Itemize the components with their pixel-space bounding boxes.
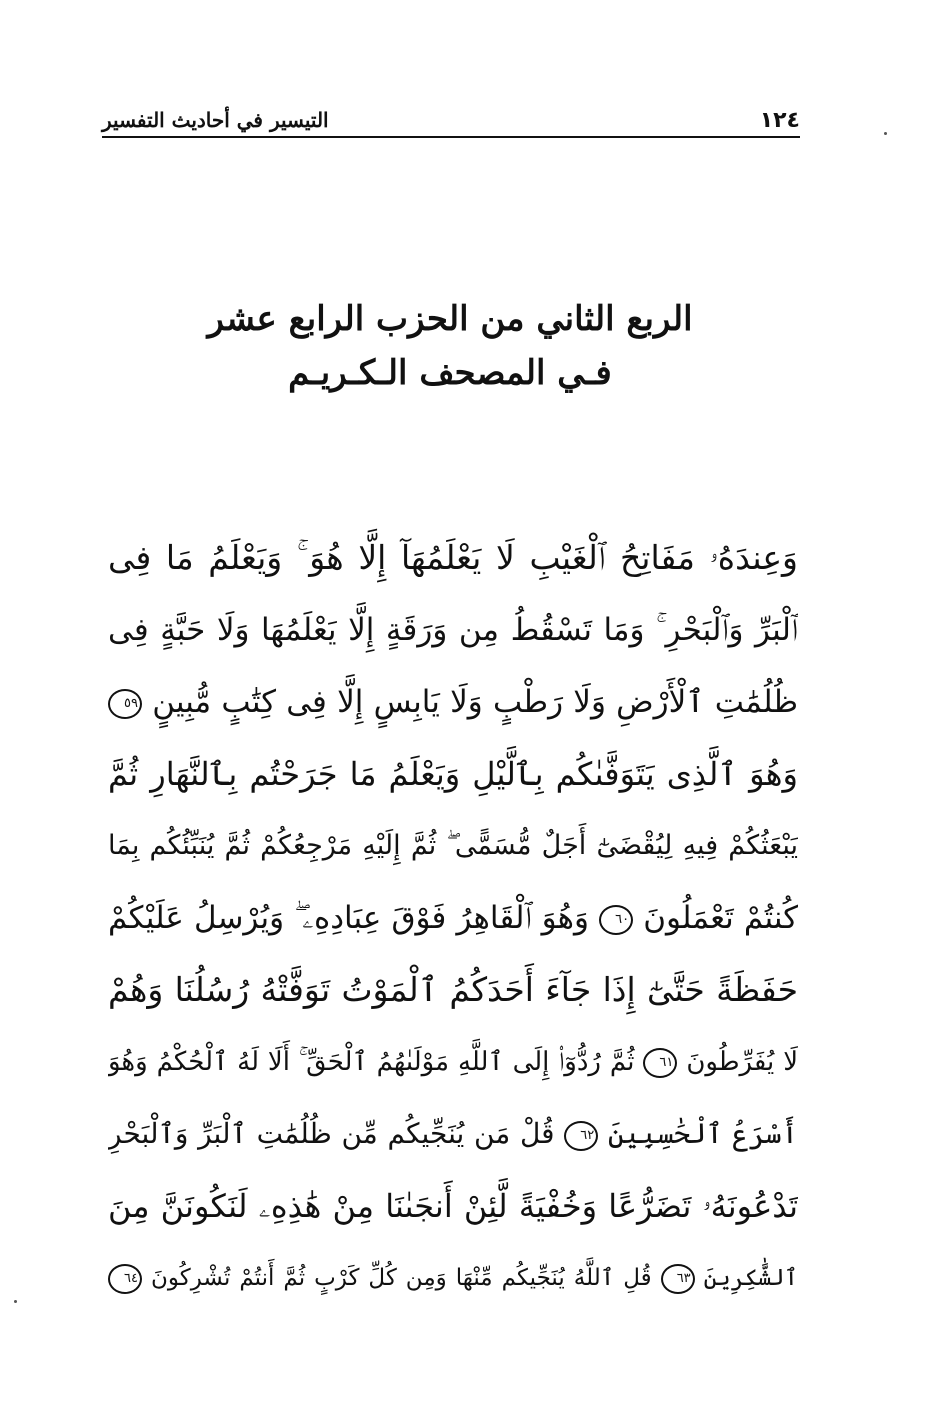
verse-line bbox=[108, 810, 798, 882]
verse-line bbox=[108, 738, 798, 810]
verse-text: قُلِ ٱللَّهُ يُنَجِّيكُم مِّنْهَا وَمِن كُلِّ كَرْبٍ ثُمَّ أَنتُمْ تُشْرِكُونَ bbox=[151, 1265, 652, 1291]
scan-speck bbox=[14, 1300, 17, 1303]
verse-text: ٱلْبَرِّ وَٱلْبَحْرِ ۚ وَمَا تَسْقُطُ مِن وَرَقَةٍ إِلَّا يَعْلَمُهَا وَلَا حَبَّةٍ فِى bbox=[108, 612, 798, 648]
verse-text: وَهُوَ ٱلَّذِى يَتَوَفَّىٰكُم بِٱلَّيْلِ وَيَعْلَمُ مَا جَرَحْتُم بِٱلنَّهَارِ ثُمَّ bbox=[108, 755, 798, 793]
verse-text: كُنتُمْ تَعْمَلُونَ bbox=[643, 900, 798, 936]
page-number: ١٢٤ bbox=[759, 108, 800, 133]
ayah-number-marker: ٦٢ bbox=[564, 1121, 598, 1151]
verse-text: حَفَظَةً حَتَّىٰٓ إِذَا جَآءَ أَحَدَكُمُ ٱلْمَوْتُ تَوَفَّتْهُ رُسُلُنَا وَهُمْ bbox=[108, 970, 798, 1009]
chapter-title bbox=[200, 292, 700, 400]
verse-text: لَا يُفَرِّطُونَ bbox=[686, 1047, 798, 1077]
ayah-number-marker: ٦١ bbox=[643, 1048, 677, 1078]
verse-line bbox=[108, 1242, 798, 1314]
quran-verses bbox=[108, 522, 798, 1314]
ayah-number-marker: ٦٣ bbox=[661, 1264, 695, 1294]
verse-line bbox=[108, 1170, 798, 1242]
ayah-number-marker: ٦٤ bbox=[108, 1264, 142, 1294]
verse-line bbox=[108, 882, 798, 954]
verse-text: ظُلُمَٰتِ ٱلْأَرْضِ وَلَا رَطْبٍ وَلَا يَابِسٍ إِلَّا فِى كِتَٰبٍ مُّبِينٍ bbox=[152, 684, 798, 720]
verse-text: ٱلشَّٰكِرِينَ bbox=[703, 1265, 798, 1291]
chapter-title-line-1: الربع الثاني من الحزب الرابع عشر bbox=[207, 299, 693, 339]
verse-text: يَبْعَثُكُمْ فِيهِ لِيُقْضَىٰٓ أَجَلٌ مُّسَمًّى ۖ ثُمَّ إِلَيْهِ مَرْجِعُكُمْ ثُمَّ يُنَبِّئُكُم بِمَا bbox=[108, 830, 798, 861]
verse-text: أَسْرَعُ ٱلْحَٰسِبِينَ bbox=[607, 1117, 798, 1150]
verse-line bbox=[108, 954, 798, 1026]
verse-text: تَدْعُونَهُۥ تَضَرُّعًا وَخُفْيَةً لَّئِنْ أَنجَىٰنَا مِنْ هَٰذِهِۦ لَنَكُونَنَّ مِنَ bbox=[108, 1187, 798, 1225]
page-header bbox=[102, 104, 800, 138]
ayah-number-marker: ٥٩ bbox=[108, 689, 142, 719]
verse-line bbox=[108, 1098, 798, 1170]
running-title: التيسير في أحاديث التفسير bbox=[102, 108, 329, 132]
verse-text: وَعِندَهُۥ مَفَاتِحُ ٱلْغَيْبِ لَا يَعْلَمُهَآ إِلَّا هُوَ ۚ وَيَعْلَمُ مَا فِى bbox=[108, 538, 798, 577]
verse-line bbox=[108, 594, 798, 666]
verse-text: قُلْ مَن يُنَجِّيكُم مِّن ظُلُمَٰتِ ٱلْبَرِّ وَٱلْبَحْرِ bbox=[108, 1117, 555, 1150]
scan-speck bbox=[884, 132, 887, 135]
chapter-title-line-2: فـي المصحف الـكـريـم bbox=[288, 353, 612, 393]
verse-line bbox=[108, 522, 798, 594]
verse-line bbox=[108, 666, 798, 738]
verse-line bbox=[108, 1026, 798, 1098]
verse-text: ثُمَّ رُدُّوٓا۟ إِلَى ٱللَّهِ مَوْلَىٰهُمُ ٱلْحَقِّ ۚ أَلَا لَهُ ٱلْحُكْمُ وَهُوَ bbox=[108, 1047, 635, 1077]
verse-text: وَهُوَ ٱلْقَاهِرُ فَوْقَ عِبَادِهِۦ ۖ وَيُرْسِلُ عَلَيْكُمْ bbox=[108, 900, 590, 936]
ayah-number-marker: ٦٠ bbox=[599, 905, 633, 935]
